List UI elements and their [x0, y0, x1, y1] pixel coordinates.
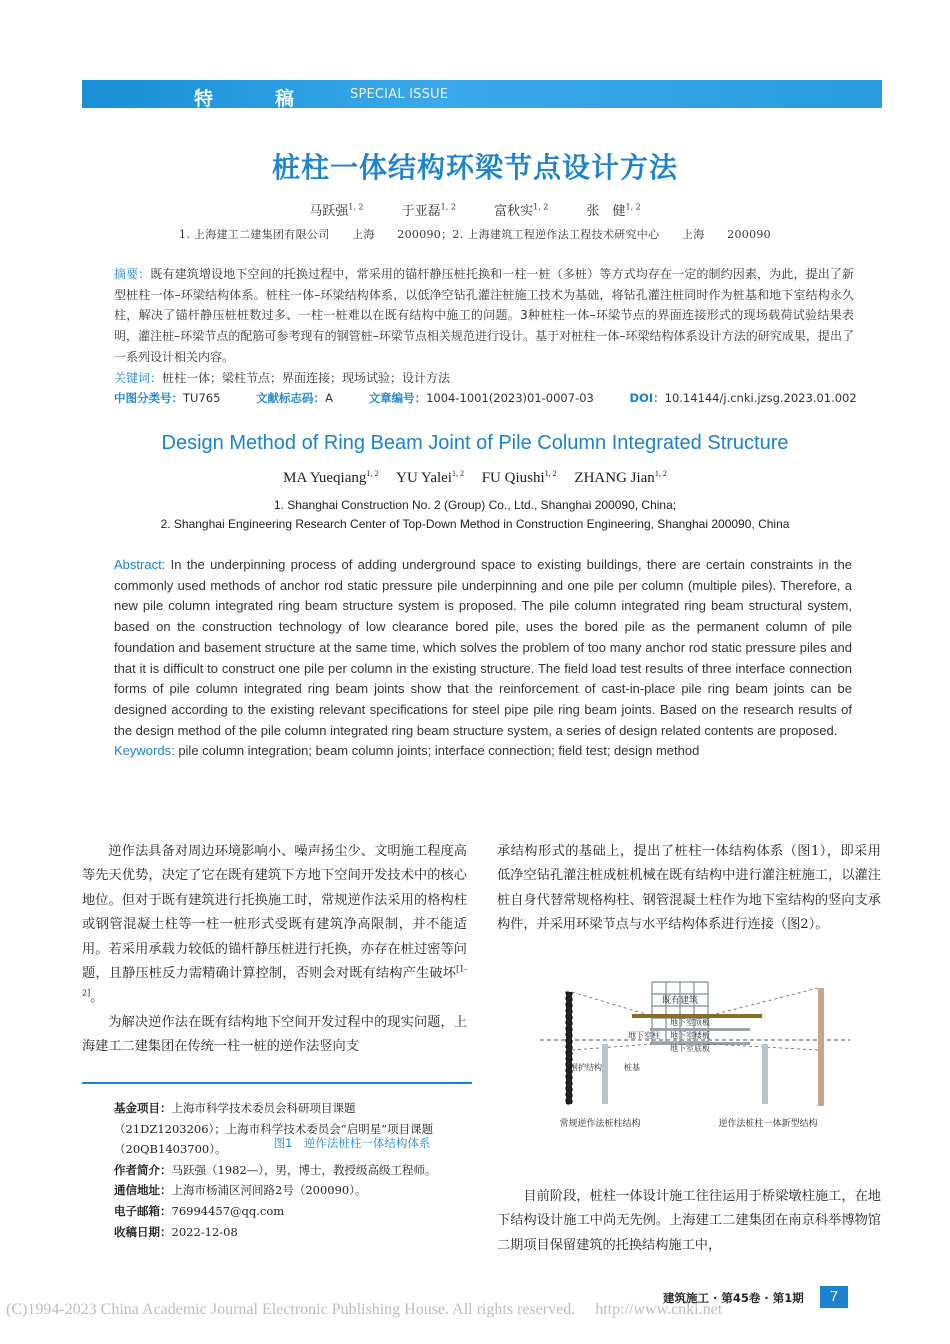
section-banner [82, 80, 882, 108]
email-link[interactable]: 76994457@qq.com [171, 1203, 285, 1218]
paragraph: 为解决逆作法在既有结构地下空间开发过程中的现实问题，上海建工二建集团在传统一柱一桩的逆作法竖向支 [82, 1014, 467, 1055]
keywords-en-text: pile column integration; beam column joints; interface connection; field test; design method [178, 743, 700, 759]
authors-cn [0, 200, 950, 219]
label-left-caption: 常规逆作法桩柱结构 [559, 1119, 641, 1129]
label-b3-slab: 地下室底板 [670, 1044, 710, 1053]
citation[interactable]: [1-2] [82, 964, 467, 999]
label-b2-slab: 地下室楼板 [670, 1031, 710, 1040]
label-underground-column: 地下室柱 [628, 1031, 660, 1040]
label-existing-building: 既有建筑 [661, 996, 699, 1006]
retaining-wall-left [566, 992, 572, 1104]
keywords-en-label: Keywords: [114, 743, 179, 759]
abstract-cn-text: 既有建筑增设地下空间的托换过程中，常采用的锚杆静压桩托换和一柱一桩（多桩）等方式均存在一定的制约因素，为此，提出了新型桩柱一体–环梁结构体系。桩柱一体–环梁结构体系，以低净空钻孔灌注桩施工技术为基础，将钻孔灌注桩同时作为桩基和地下室结构永久柱，解决了锚杆静压桩桩数过多、一柱一桩难以在既有结构中施工的问题。3种桩柱一体–环梁节点的界面连接形式的现场载荷试验结果表明，灌注桩–环梁节点的配筋可参考现有的钢管桩–环梁节点相关规范进行设计。基于对桩柱一体–环梁结构体系设计方法的研究成果，提出了一系列设计相关内容。 [114, 267, 854, 364]
journal-footer: 建筑施工 · 第45卷 · 第1期 [663, 1291, 804, 1305]
abstract-en [114, 555, 852, 762]
authors-en: MA Yueqiang$^{1, 2}$ YU Yalei$^{1, 2}$ FU Qiushi$^{1, 2}$ ZHANG Jian$^{1, 2}$ [283, 469, 667, 486]
figure-1 [540, 980, 850, 1130]
paragraph: 承结构形式的基础上，提出了桩柱一体结构体系（图1），即采用低净空钻孔灌注桩成桩机械在既有结构中进行灌注桩施工，以灌注桩自身代替常规格构柱、钢管混凝土柱作为地下室结构的竖向支承构件，并采用环梁节点与水平结构体系进行连接（图2）。 [497, 844, 881, 933]
body-right-column-lower [497, 1185, 881, 1258]
label-right-caption: 逆作法桩柱一体新型结构 [718, 1119, 818, 1129]
author-cn: 张 健$^{1, 2}$ [586, 202, 641, 219]
pile-right [762, 1044, 768, 1104]
keywords-cn-text: 桩柱一体；梁柱节点；界面连接；现场试验；设计方法 [162, 370, 451, 385]
author-cn: 富秋实$^{1, 2}$ [494, 202, 549, 219]
article-title-en: Design Method of Ring Beam Joint of Pile Column Integrated Structure [161, 432, 789, 454]
abstract-en-label: Abstract: [114, 557, 171, 572]
fund-text: 基金项目：上海市科学技术委员会科研项目课题（21DZ1203206）；上海市科学技术委员会“启明星”项目课题（20QB1403700）。 作者简介：马跃强（1982—），男，博士，教授级高级工程师。 通信地址：上海市杨浦区河间路2号（200090）。 电子邮箱：76994457@qq.com 收稿日期：2022-12-08 [114, 1101, 437, 1239]
affiliation-cn: 1. 上海建工二建集团有限公司 上海 200090；2. 上海建筑工程逆作法工程技术研究中心 上海 200090 [179, 228, 771, 241]
author-cn: 马跃强$^{1, 2}$ [309, 202, 364, 219]
label-b1-slab: 地下室顶板 [670, 1018, 710, 1027]
label-pile: 桩基 [624, 1063, 640, 1072]
abstract-cn-label: 摘要： [114, 267, 151, 281]
doi-link[interactable]: 10.14144/j.cnki.jzsg.2023.01.002 [664, 391, 857, 405]
body-right-column [497, 840, 881, 938]
retaining-wall-right [818, 988, 824, 1106]
abstract-cn [114, 264, 854, 388]
label-retaining: 围护结构 [570, 1063, 602, 1072]
fund-box [82, 1082, 472, 1258]
keywords-cn-label: 关键词： [114, 370, 163, 385]
article-title-cn: 桩柱一体结构环梁节点设计方法 [271, 151, 678, 184]
fund-divider [82, 1082, 472, 1084]
figure-1-caption: 图1 逆作法桩柱一体结构体系 [273, 1136, 431, 1150]
abstract-en-text: In the underpinning process of adding underground space to existing buildings, there are certain constraints in the commonly used methods of anchor rod static pressure pile underpinning and one pile per column (multiple piles). Therefore, a new pile column integrated ring beam structure system is proposed. The pile column integrated ring beam structural system, based on the construction technology of low clearance bored pile, uses the bored pile as the permanent column of pile foundation and basement structure at the same time, which solves the problem of too many anchor rod static pressure piles and that it is difficult to construct one pile per column in the existing structure. The field load test results of three interface connection forms of pile column integrated ring beam joints show that the reinforcement of cast-in-place pile ring beam joints can be designed according to the existing relevant specifications for steel pipe pile ring beam joints. Based on the research results of the design method of the pile column integrated ring beam structure system, a series of design related contents are proposed. [114, 557, 852, 738]
body-left-column [82, 840, 467, 1060]
pile-left [602, 1044, 608, 1104]
copyright-watermark: (C)1994-2023 China Academic Journal Electronic Publishing House. All rights reserved. http://www.cnki.net [6, 1301, 723, 1318]
section-category-en: SPECIAL ISSUE [350, 87, 449, 102]
affiliation-en-2: 2. Shanghai Engineering Research Center of Top-Down Method in Construction Engineering, Shanghai 200090, China [160, 517, 790, 531]
paragraph: 逆作法具备对周边环境影响小、噪声扬尘少、文明施工程度高等先天优势，决定了它在既有建筑下方地下空间开发技术中的核心地位。但对于既有建筑进行托换施工时，常规逆作法采用的格构柱或钢管混凝土柱等一柱一桩形式受既有建筑净高限制，并不能适用。若采用承载力较低的锚杆静压桩进行托换，亦存在桩过密等问题，且静压桩反力需精确计算控制，否则会对既有结构产生破坏[1-2]。 [82, 844, 467, 1006]
page-number: 7 [820, 1286, 848, 1308]
author-cn: 于亚磊$^{1, 2}$ [401, 202, 456, 219]
affiliation-en-1: 1. Shanghai Construction No. 2 (Group) Co., Ltd., Shanghai 200090, China; [273, 498, 677, 512]
article-meta: 中图分类号：TU765 文献标志码：A 文章编号：1004-1001(2023)01-0007-03 DOI：10.14144/j.cnki.jzsg.2023.01.002 [114, 391, 857, 405]
paragraph: 目前阶段，桩柱一体设计施工往往运用于桥梁墩柱施工，在地下结构设计施工中尚无先例。上海建工二建集团在南京科举博物馆二期项目保留建筑的托换结构施工中， [497, 1189, 881, 1253]
section-category-cn: 特稿 [194, 88, 357, 110]
